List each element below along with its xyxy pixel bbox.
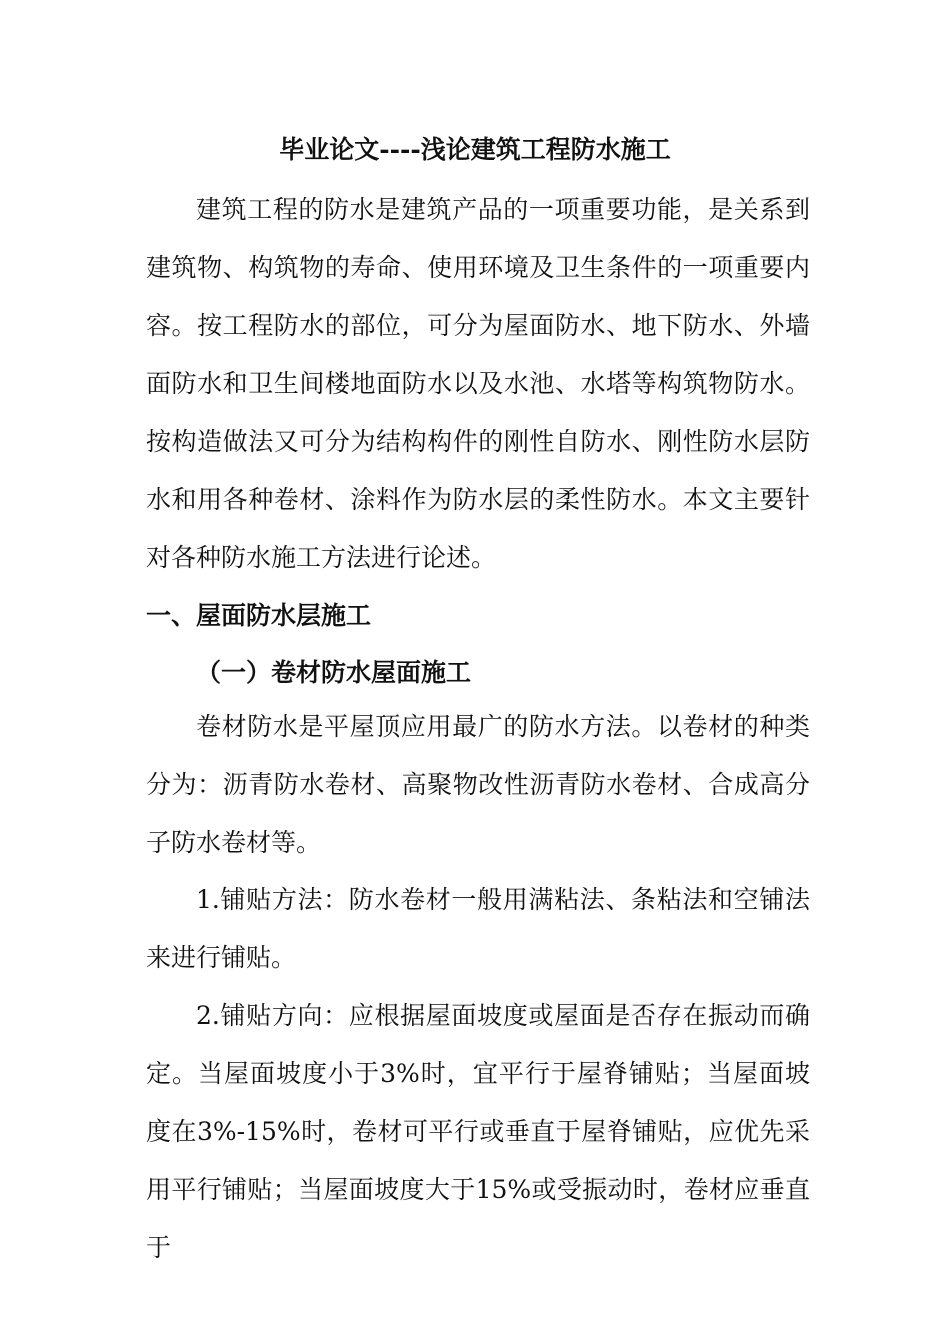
intro-paragraph: 建筑工程的防水是建筑产品的一项重要功能，是关系到建筑物、构筑物的寿命、使用环境及卫生条件的一项重要内容。按工程防水的部位，可分为屋面防水、地下防水、外墙面防水和卫生间楼地面防水以及水池、水塔等构筑物防水。按构造做法又可分为结构构件的刚性自防水、刚性防水层防水和用各种卷材、涂料作为防水层的柔性防水。本文主要针对各种防水施工方法进行论述。 <box>146 195 810 572</box>
subsection-heading-membrane-roof: （一）卷材防水屋面施工 <box>196 658 472 687</box>
list-item-laying-method: 1.铺贴方法：防水卷材一般用满粘法、条粘法和空铺法来进行铺贴。 <box>146 885 810 972</box>
membrane-paragraph: 卷材防水是平屋顶应用最广的防水方法。以卷材的种类分为：沥青防水卷材、高聚物改性沥青防水卷材、合成高分子防水卷材等。 <box>146 712 810 857</box>
list-item-laying-direction: 2.铺贴方向：应根据屋面坡度或屋面是否存在振动而确定。当屋面坡度小于3%时，宜平行于屋脊铺贴；当屋面坡度在3%-15%时，卷材可平行或垂直于屋脊铺贴，应优先采用平行铺贴；当屋面坡度大于15%或受振动时，卷材应垂直于 <box>146 1001 810 1262</box>
section-heading-roof-waterproofing: 一、屋面防水层施工 <box>146 601 372 630</box>
document-title: 毕业论文----浅论建筑工程防水施工 <box>279 135 671 164</box>
